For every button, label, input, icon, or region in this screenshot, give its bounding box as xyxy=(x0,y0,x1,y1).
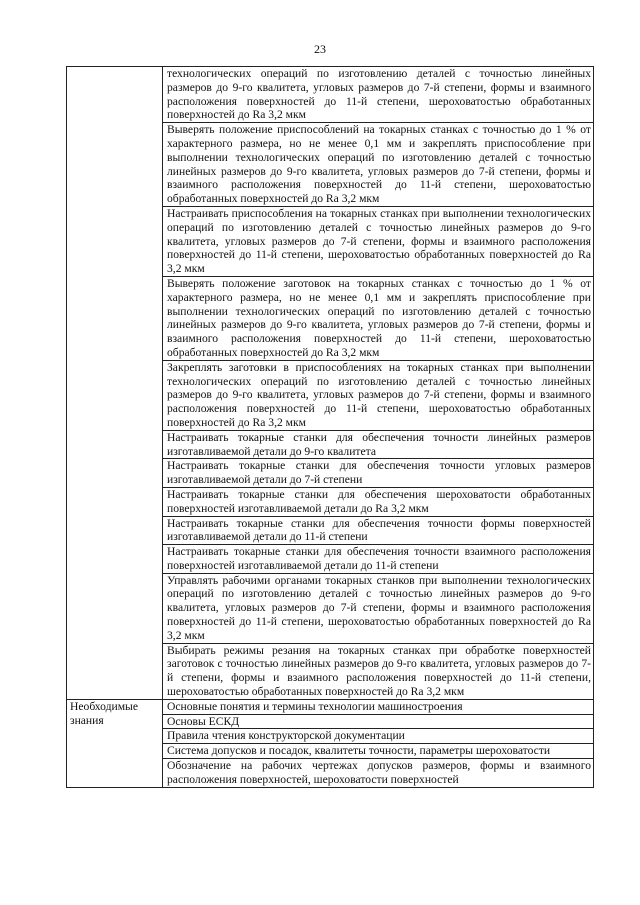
ability-item: Настраивать токарные станки для обеспечения точности формы поверхностей изготавливаемой детали до 11-й степени xyxy=(163,516,594,545)
ability-item: технологических операций по изготовлению деталей с точностью линейных размеров до 9-го квалитета, угловых размеров до 7-й степени, формы и взаимного расположения поверхностей до 11-й степени, шероховатостью обработанных поверхностей до Ra 3,2 мкм xyxy=(163,67,594,123)
page-number: 23 xyxy=(314,42,326,56)
knowledge-item: Основы ЕСКД xyxy=(163,714,594,729)
knowledge-item: Основные понятия и термины технологии машиностроения xyxy=(163,699,594,714)
table-row xyxy=(67,699,594,714)
ability-item: Настраивать токарные станки для обеспечения точности взаимного расположения поверхностей изготавливаемой детали до 11-й степени xyxy=(163,545,594,574)
requirements-table xyxy=(66,66,594,788)
table-row xyxy=(67,67,594,123)
ability-item: Закреплять заготовки в приспособлениях на токарных станках при выполнении технологических операций по изготовлению деталей с точностью линейных размеров до 9-го квалитета, угловых размеров до 7-й степени, формы и взаимного расположения поверхностей до 11-й степени, шероховатостью обработанных поверхностей до Ra 3,2 мкм xyxy=(163,360,594,430)
ability-item: Настраивать приспособления на токарных станках при выполнении технологических операций по изготовлению деталей с точностью линейных размеров до 9-го квалитета, угловых размеров до 7-й степени, формы и взаимного расположения поверхностей до 11-й степени, шероховатостью обработанных поверхностей до Ra 3,2 мкм xyxy=(163,206,594,276)
knowledge-item: Система допусков и посадок, квалитеты точности, параметры шероховатости xyxy=(163,744,594,759)
ability-item: Управлять рабочими органами токарных станков при выполнении технологических операций по изготовлению деталей с точностью линейных размеров до 9-го квалитета, угловых размеров до 7-й степени, формы и взаимного расположения поверхностей до 11-й степени, шероховатостью обработанных поверхностей до Ra 3,2 мкм xyxy=(163,573,594,643)
abilities-label-cell xyxy=(67,67,163,700)
ability-item: Настраивать токарные станки для обеспечения точности линейных размеров изготавливаемой детали до 9-го квалитета xyxy=(163,430,594,459)
knowledge-label: Необходимые знания xyxy=(67,699,163,787)
knowledge-item: Правила чтения конструкторской документации xyxy=(163,729,594,744)
ability-item: Выверять положение приспособлений на токарных станках с точностью до 1 % от характерного размера, но не менее 0,1 мм и закреплять приспособление при выполнении технологических операций по изготовлению деталей с точностью линейных размеров до 9-го квалитета, угловых размеров до 7-й степени, формы и взаимного расположения поверхностей до 11-й степени, шероховатостью обработанных поверхностей до Ra 3,2 мкм xyxy=(163,123,594,207)
ability-item: Выбирать режимы резания на токарных станках при обработке поверхностей заготовок с точностью линейных размеров до 9-го квалитета, угловых размеров до 7-й степени, формы и взаимного расположения поверхностей до 11-й степени, шероховатостью обработанных поверхностей до Ra 3,2 мкм xyxy=(163,643,594,699)
ability-item: Выверять положение заготовок на токарных станках с точностью до 1 % от характерного размера, но не менее 0,1 мм и закреплять приспособление при выполнении технологических операций по изготовлению деталей с точностью линейных размеров до 9-го квалитета, угловых размеров до 7-й степени, формы и взаимного расположения поверхностей до 11-й степени, шероховатостью обработанных поверхностей до Ra 3,2 мкм xyxy=(163,276,594,360)
ability-item: Настраивать токарные станки для обеспечения точности угловых размеров изготавливаемой детали до 7-й степени xyxy=(163,459,594,488)
knowledge-item: Обозначение на рабочих чертежах допусков размеров, формы и взаимного расположения поверхностей, шероховатости поверхностей xyxy=(163,759,594,788)
ability-item: Настраивать токарные станки для обеспечения шероховатости обработанных поверхностей изготавливаемой детали до Ra 3,2 мкм xyxy=(163,487,594,516)
